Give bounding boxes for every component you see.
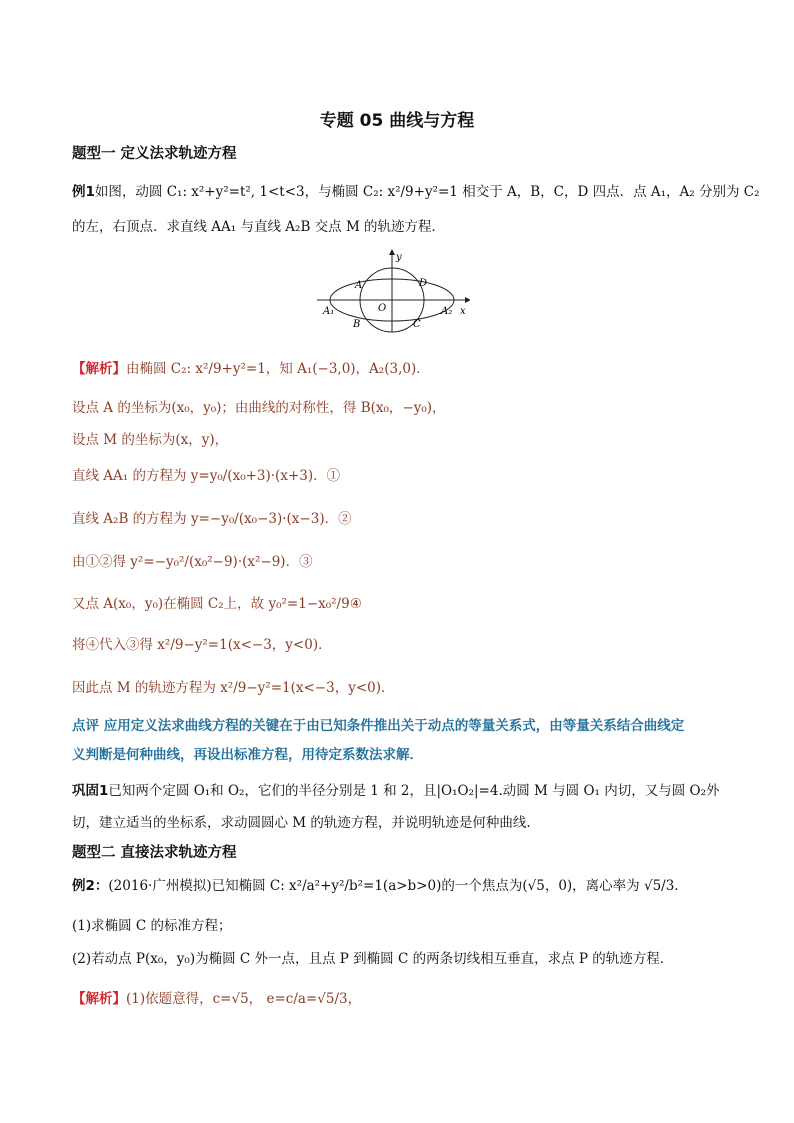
example1-line2: 的左，右顶点．求直线 AA₁ 与直线 A₂B 交点 M 的轨迹方程．: [72, 219, 446, 235]
comment-line2: 义判断是何种曲线，再设出标准方程，用待定系数法求解．: [72, 747, 423, 763]
page-title: 专题 05 曲线与方程: [319, 111, 475, 131]
label-B: B: [353, 319, 361, 330]
figure-svg: [315, 248, 470, 333]
x-arrow-icon: [465, 297, 470, 303]
ellipse-circle-figure: [315, 248, 470, 333]
example2-q2: (2)若动点 P(x₀，y₀)为椭圆 C 外一点，且点 P 到椭圆 C 的两条切线相互垂直，求点 P 的轨迹方程．: [72, 951, 674, 967]
solution1-line5: 直线 A₂B 的方程为 y=−y₀/(x₀−3)·(x−3)．②: [72, 511, 352, 527]
solution1-line2: 设点 A 的坐标为(x₀，y₀)；由曲线的对称性，得 B(x₀，−y₀)，: [72, 400, 446, 416]
label-A: A: [355, 280, 363, 291]
y-arrow-icon: [389, 249, 395, 255]
solution1-line9: 因此点 M 的轨迹方程为 x²/9−y²=1(x<−3，y<0)．: [72, 680, 395, 696]
label-D: D: [419, 278, 428, 289]
solution1-line7: 又点 A(x₀，y₀)在椭圆 C₂上，故 y₀²=1−x₀²/9④: [72, 596, 362, 612]
solution1-line6: 由①②得 y²=−y₀²/(x₀²−9)·(x²−9)．③: [72, 554, 313, 570]
practice1-line2: 切，建立适当的坐标系，求动圆圆心 M 的轨迹方程，并说明轨迹是何种曲线.: [72, 815, 531, 831]
example1-label: 例1: [72, 184, 95, 200]
label-C: C: [413, 319, 421, 330]
label-A1: A₁: [323, 306, 335, 317]
solution2-line1: [72, 990, 361, 1008]
example2-q1: (1)求椭圆 C 的标准方程；: [72, 918, 232, 934]
example2-line1: [72, 877, 679, 895]
solution2-tag: 【解析】: [72, 991, 126, 1007]
solution1-line8: 将④代入③得 x²/9−y²=1(x<−3，y<0)．: [72, 637, 332, 653]
solution2-text1: (1)依题意得，c=√5， e=c/a=√5/3，: [126, 991, 362, 1007]
label-A2: A₂: [441, 306, 453, 317]
label-O: O: [378, 303, 387, 314]
solution1-line3: 设点 M 的坐标为(x，y)，: [72, 432, 229, 448]
example2-label: 例2：: [72, 878, 109, 894]
example1-text1: 如图，动圆 C₁: x²+y²=t², 1<t<3，与椭圆 C₂: x²/9+y²=1 相交于 A，B，C，D 四点．点 A₁，A₂ 分别为 C₂: [94, 184, 760, 200]
solution1-tag: 【解析】: [72, 361, 126, 377]
section-heading-1: 题型一 定义法求轨迹方程: [72, 146, 237, 162]
practice1-text1: 已知两个定圆 O₁和 O₂，它们的半径分别是 1 和 2，且|O₁O₂|=4.动圆 M 与圆 O₁ 内切，又与圆 O₂外: [108, 783, 720, 799]
practice1-label: 巩固1: [72, 783, 109, 799]
example1-line1: [72, 183, 760, 201]
solution1-text1: 由椭圆 C₂: x²/9+y²=1，知 A₁(−3,0)，A₂(3,0)．: [126, 361, 430, 377]
label-x: x: [460, 306, 466, 317]
comment-line1: 点评 应用定义法求曲线方程的关键在于由已知条件推出关于动点的等量关系式，由等量关系结合曲线定: [72, 718, 685, 734]
practice1-line1: [72, 782, 720, 800]
example2-text1: (2016·广州模拟)已知椭圆 C: x²/a²+y²/b²=1(a>b>0)的一个焦点为(√5，0)，离心率为 √5/3.: [108, 878, 679, 894]
label-y: y: [396, 252, 402, 263]
solution1-line1: [72, 360, 430, 378]
section-heading-2: 题型二 直接法求轨迹方程: [72, 845, 237, 861]
solution1-line4: 直线 AA₁ 的方程为 y=y₀/(x₀+3)·(x+3)．①: [72, 468, 341, 484]
